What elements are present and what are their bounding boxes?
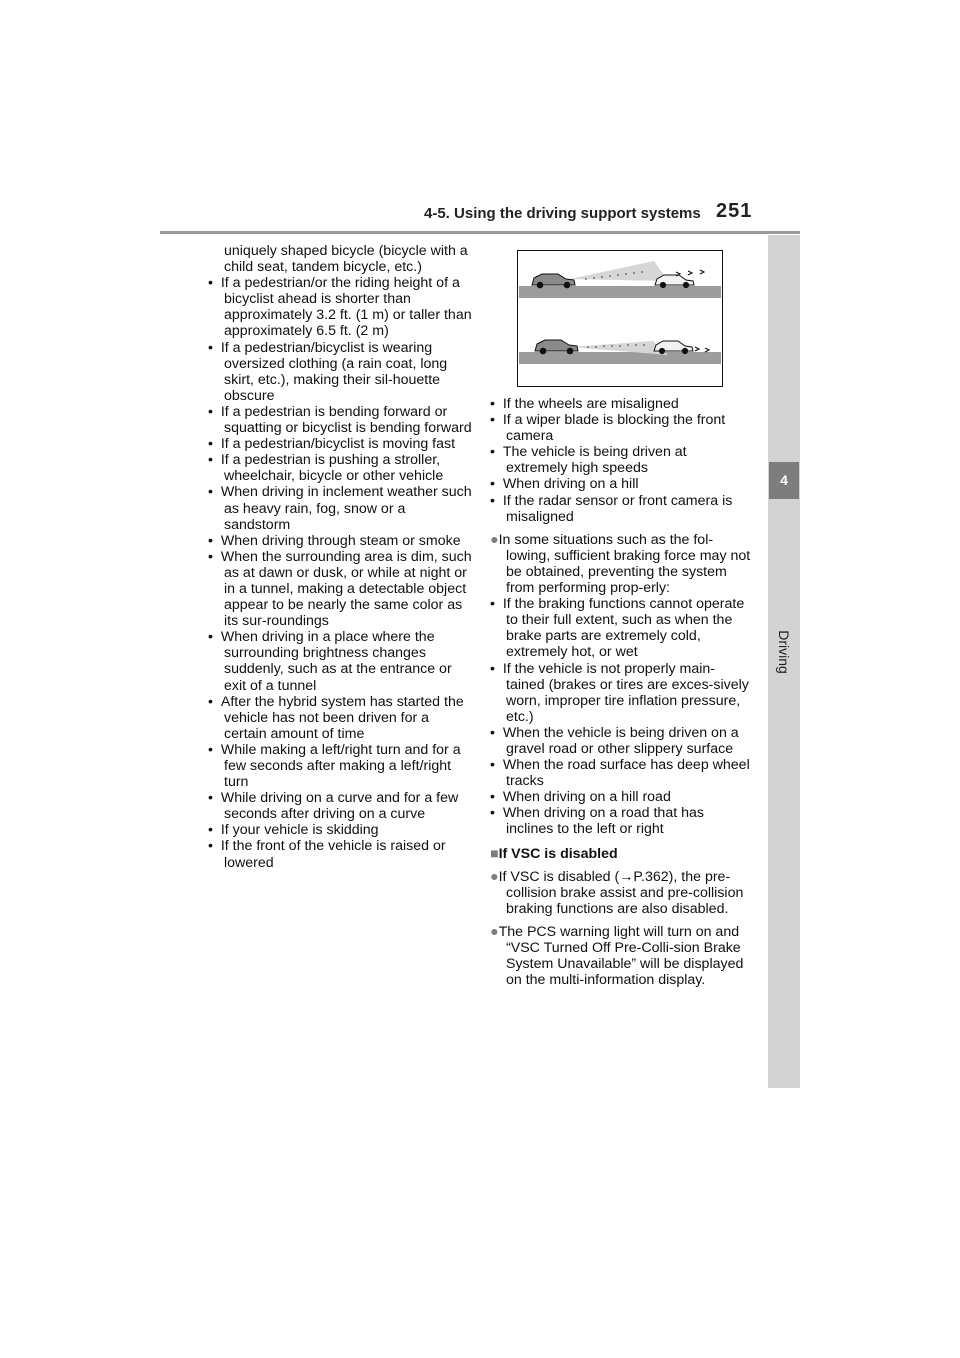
bullet-item <box>208 694 472 742</box>
bullet-item <box>208 549 472 629</box>
road-upper <box>519 286 721 298</box>
bullet-item <box>490 412 752 444</box>
bullet-item <box>208 629 472 693</box>
radar-beam-upper <box>570 261 668 281</box>
bullet-icon: • <box>490 476 495 493</box>
bullet-icon: • <box>208 484 213 501</box>
bullet-text: If a pedestrian is pushing a stroller, wheelchair, bicycle or other vehicle <box>220 452 444 485</box>
bullet-icon: • <box>208 436 213 453</box>
bullet-text: When driving through steam or smoke <box>220 532 461 549</box>
vehicle-detection-diagram <box>518 251 722 386</box>
bullet-item <box>208 742 472 790</box>
bullet-text: After the hybrid system has started the vehicle has not been driven for a certain amount of time <box>220 693 464 742</box>
bullet-item <box>208 790 472 822</box>
bullet-item <box>208 452 472 484</box>
bullet-text: If a pedestrian/or the riding height of a bicyclist ahead is shorter than approximately 3.2 ft. (1 m) or taller than approximately 6.5 ft. (2 m) <box>220 275 472 340</box>
bullet-item <box>490 396 752 412</box>
circle-item-braking <box>490 532 752 596</box>
bullet-text: If the braking functions cannot operate to their full extent, such as when the brake parts are extremely cold, extremely hot, or wet <box>502 596 745 661</box>
subheading-vsc <box>490 846 752 862</box>
bullet-icon: • <box>490 596 495 613</box>
bullet-item <box>490 789 752 805</box>
arrow-icon: → <box>619 868 634 885</box>
bullet-icon: • <box>208 741 213 758</box>
radar-chevrons-lower <box>695 347 709 352</box>
right-column <box>490 396 752 988</box>
continuation-text: uniquely shaped bicycle (bicycle with a child seat, tandem bicycle, etc.) <box>224 243 468 276</box>
bullet-icon: • <box>208 629 213 646</box>
bullet-text: When the surrounding area is dim, such as at dawn or dusk, or while at night or in a tunnel, making a detectable object appear to be nearly the same color as its sur-roundings <box>220 548 472 630</box>
bullet-text: While driving on a curve and for a few seconds after driving on a curve <box>220 790 459 823</box>
bullet-icon: • <box>490 412 495 429</box>
chapter-label <box>768 612 800 692</box>
bullet-text: If a pedestrian/bicyclist is wearing oversized clothing (a rain coat, long skirt, etc.), making their sil-houette obscure <box>220 339 448 404</box>
bullet-text: When driving in a place where the surrounding brightness changes suddenly, such as at the entrance or exit of a tunnel <box>220 629 452 694</box>
radar-chevrons-upper <box>676 270 704 276</box>
radar-dots <box>585 271 645 348</box>
bullet-item <box>208 436 472 452</box>
bullet-text: If a pedestrian/bicyclist is moving fast <box>220 436 456 453</box>
bullet-text: When driving on a hill <box>502 476 639 493</box>
radar-illustration <box>517 250 723 387</box>
road-lower <box>519 352 721 364</box>
bullet-text: If a pedestrian is bending forward or squatting or bicyclist is bending forward <box>220 403 472 437</box>
bullet-text: If your vehicle is skidding <box>220 822 379 839</box>
bullet-icon: • <box>208 548 213 565</box>
bullet-icon: • <box>208 822 213 839</box>
bullet-text: The vehicle is being driven at extremely high speeds <box>502 444 687 477</box>
bullet-icon: • <box>490 660 495 677</box>
circle-item-text: In some situations such as the fol-lowing, sufficient braking force may not be obtained, preventing the system from performing prop-erly: <box>498 531 751 597</box>
bullet-icon: • <box>490 789 495 806</box>
bullet-icon: • <box>208 275 213 292</box>
bullet-item <box>208 533 472 549</box>
circle-item-vsc-disabled <box>490 869 752 917</box>
bullet-item <box>208 822 472 838</box>
bullet-icon: • <box>490 805 495 822</box>
bullet-item <box>208 484 472 532</box>
bullet-item <box>490 805 752 837</box>
circle-item-pcs-light <box>490 924 752 988</box>
circle-item-text-post: ), the pre-collision brake assist and pre-collision braking functions are also disabled. <box>506 868 744 917</box>
bullet-item <box>490 444 752 476</box>
bullet-text: When the vehicle is being driven on a gravel road or other slippery surface <box>502 724 739 757</box>
bullet-icon: • <box>208 693 213 710</box>
bullet-icon: • <box>490 757 495 774</box>
right-bullet-list-a <box>490 396 752 525</box>
bullet-icon: • <box>208 339 213 356</box>
bullet-icon: • <box>208 403 213 420</box>
bullet-item <box>490 596 752 660</box>
circle-bullet-icon: ● <box>490 923 499 940</box>
bullet-text: If the vehicle is not properly main-tained (brakes or tires are exces-sively worn, improper tire inflation pressure, etc.) <box>502 660 749 725</box>
bullet-text: While making a left/right turn and for a few seconds after making a left/right turn <box>220 741 461 791</box>
bullet-item <box>490 476 752 492</box>
bullet-text: When driving in inclement weather such as heavy rain, fog, snow or a sandstorm <box>220 484 472 533</box>
chapter-label-text: Driving <box>776 630 792 674</box>
bullet-item <box>490 493 752 525</box>
bullet-item <box>490 757 752 789</box>
bullet-icon: • <box>208 838 213 855</box>
bullet-item <box>208 275 472 339</box>
circle-bullet-icon: ● <box>490 531 499 548</box>
bullet-icon: • <box>208 790 213 807</box>
left-bullet-list <box>208 275 472 870</box>
bullet-icon: • <box>490 492 495 509</box>
bullet-icon: • <box>490 444 495 461</box>
bullet-item <box>208 404 472 436</box>
bullet-text: When driving on a road that has inclines to the left or right <box>502 805 704 838</box>
bullet-item <box>490 661 752 725</box>
bullet-icon: • <box>208 452 213 469</box>
chapter-number-box: 4 <box>769 462 799 499</box>
header-rule <box>160 231 800 234</box>
right-bullet-list-b <box>490 596 752 837</box>
bullet-item <box>208 340 472 404</box>
bullet-text: When driving on a hill road <box>502 789 671 806</box>
subheading-text: If VSC is disabled <box>498 845 618 862</box>
square-bullet-icon: ■ <box>490 845 499 862</box>
bullet-icon: • <box>208 532 213 549</box>
bullet-text: If the wheels are misaligned <box>502 396 679 412</box>
bullet-icon: • <box>490 724 495 741</box>
bullet-item <box>208 838 472 870</box>
circle-item-text-pre: If VSC is disabled ( <box>498 868 620 885</box>
circle-item-text: The PCS warning light will turn on and “VSC Turned Off Pre-Colli-sion Brake System Unavailable” will be displayed on the multi-information display. <box>498 923 744 989</box>
page-reference-link[interactable]: P.362 <box>633 868 669 885</box>
section-title: 4-5. Using the driving support systems <box>424 205 701 222</box>
bullet-text: If the front of the vehicle is raised or lowered <box>220 838 446 871</box>
bullet-text: If the radar sensor or front camera is misaligned <box>502 492 733 525</box>
bullet-item <box>490 725 752 757</box>
page-number: 251 <box>716 200 753 222</box>
bullet-text: If a wiper blade is blocking the front camera <box>502 412 726 445</box>
bullet-icon: • <box>490 396 495 412</box>
left-column <box>208 243 472 871</box>
bullet-text: When the road surface has deep wheel tracks <box>502 757 750 790</box>
circle-bullet-icon: ● <box>490 868 499 885</box>
